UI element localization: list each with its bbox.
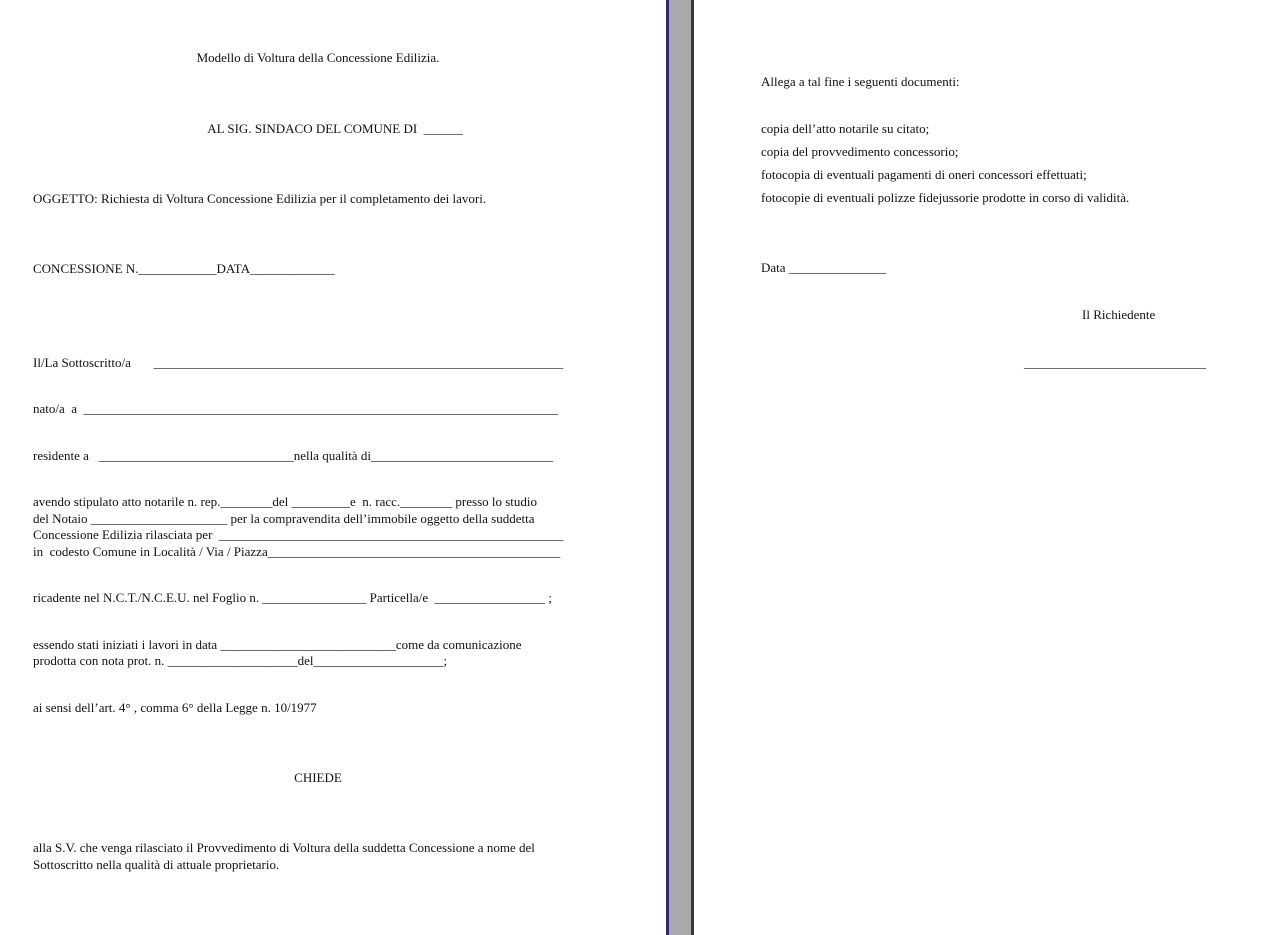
works-line: prodotta con nota prot. n. ____________________del____________________; (33, 653, 448, 668)
law-line: ai sensi dell’art. 4° , comma 6° della Legge n. 10/1977 (33, 700, 317, 715)
document-title: Modello di Voltura della Concessione Edilizia. (196, 50, 440, 65)
attachment-item: copia dell’atto notarile su citato; (761, 121, 930, 136)
attachment-item: fotocopie di eventuali polizze fidejussorie prodotte in corso di validità. (761, 190, 1130, 205)
signature-line: ____________________________ (1024, 355, 1206, 370)
request-line: alla S.V. che venga rilasciato il Provvedimento di Voltura della suddetta Concessione a nome del (33, 840, 535, 855)
request-heading: CHIEDE (294, 770, 342, 785)
works-line: essendo stati iniziati i lavori in data ___________________________come da comunicazione (33, 637, 522, 652)
attachments-intro: Allega a tal fine i seguenti documenti: (761, 74, 960, 89)
resident-line: residente a ______________________________nella qualità di____________________________ (33, 448, 553, 463)
attachment-item: copia del provvedimento concessorio; (761, 144, 959, 159)
born-line: nato/a a _________________________________________________________________________ (33, 401, 559, 416)
recipient-line: AL SIG. SINDACO DEL COMUNE DI ______ (207, 121, 463, 136)
page-gutter-edge (666, 0, 669, 935)
attachment-item: fotocopia di eventuali pagamenti di oneri concessori effettuati; (761, 167, 1087, 182)
notary-line: avendo stipulato atto notarile n. rep.________del _________e n. racc.________ presso lo studio (33, 494, 538, 509)
right-page (694, 0, 1280, 935)
concession-line: CONCESSIONE N.____________DATA_____________ (33, 261, 335, 276)
notary-line: in codesto Comune in Località / Via / Piazza_____________________________________________ (33, 544, 561, 559)
undersigned-line: Il/La Sottoscritto/a _______________________________________________________________ (33, 355, 564, 370)
subject-line: OGGETTO: Richiesta di Voltura Concessione Edilizia per il completamento dei lavori. (33, 191, 487, 206)
notary-line: del Notaio _____________________ per la compravendita dell’immobile oggetto della suddetta (33, 511, 535, 526)
notary-line: Concessione Edilizia rilasciata per _____________________________________________________ (33, 527, 564, 542)
signer-label: Il Richiedente (1082, 307, 1156, 322)
cadastre-line: ricadente nel N.C.T./N.C.E.U. nel Foglio n. ________________ Particella/e _________________ ; (33, 590, 552, 605)
date-line: Data _______________ (761, 260, 887, 275)
request-line: Sottoscritto nella qualità di attuale proprietario. (33, 857, 280, 872)
page-gutter (666, 0, 694, 935)
